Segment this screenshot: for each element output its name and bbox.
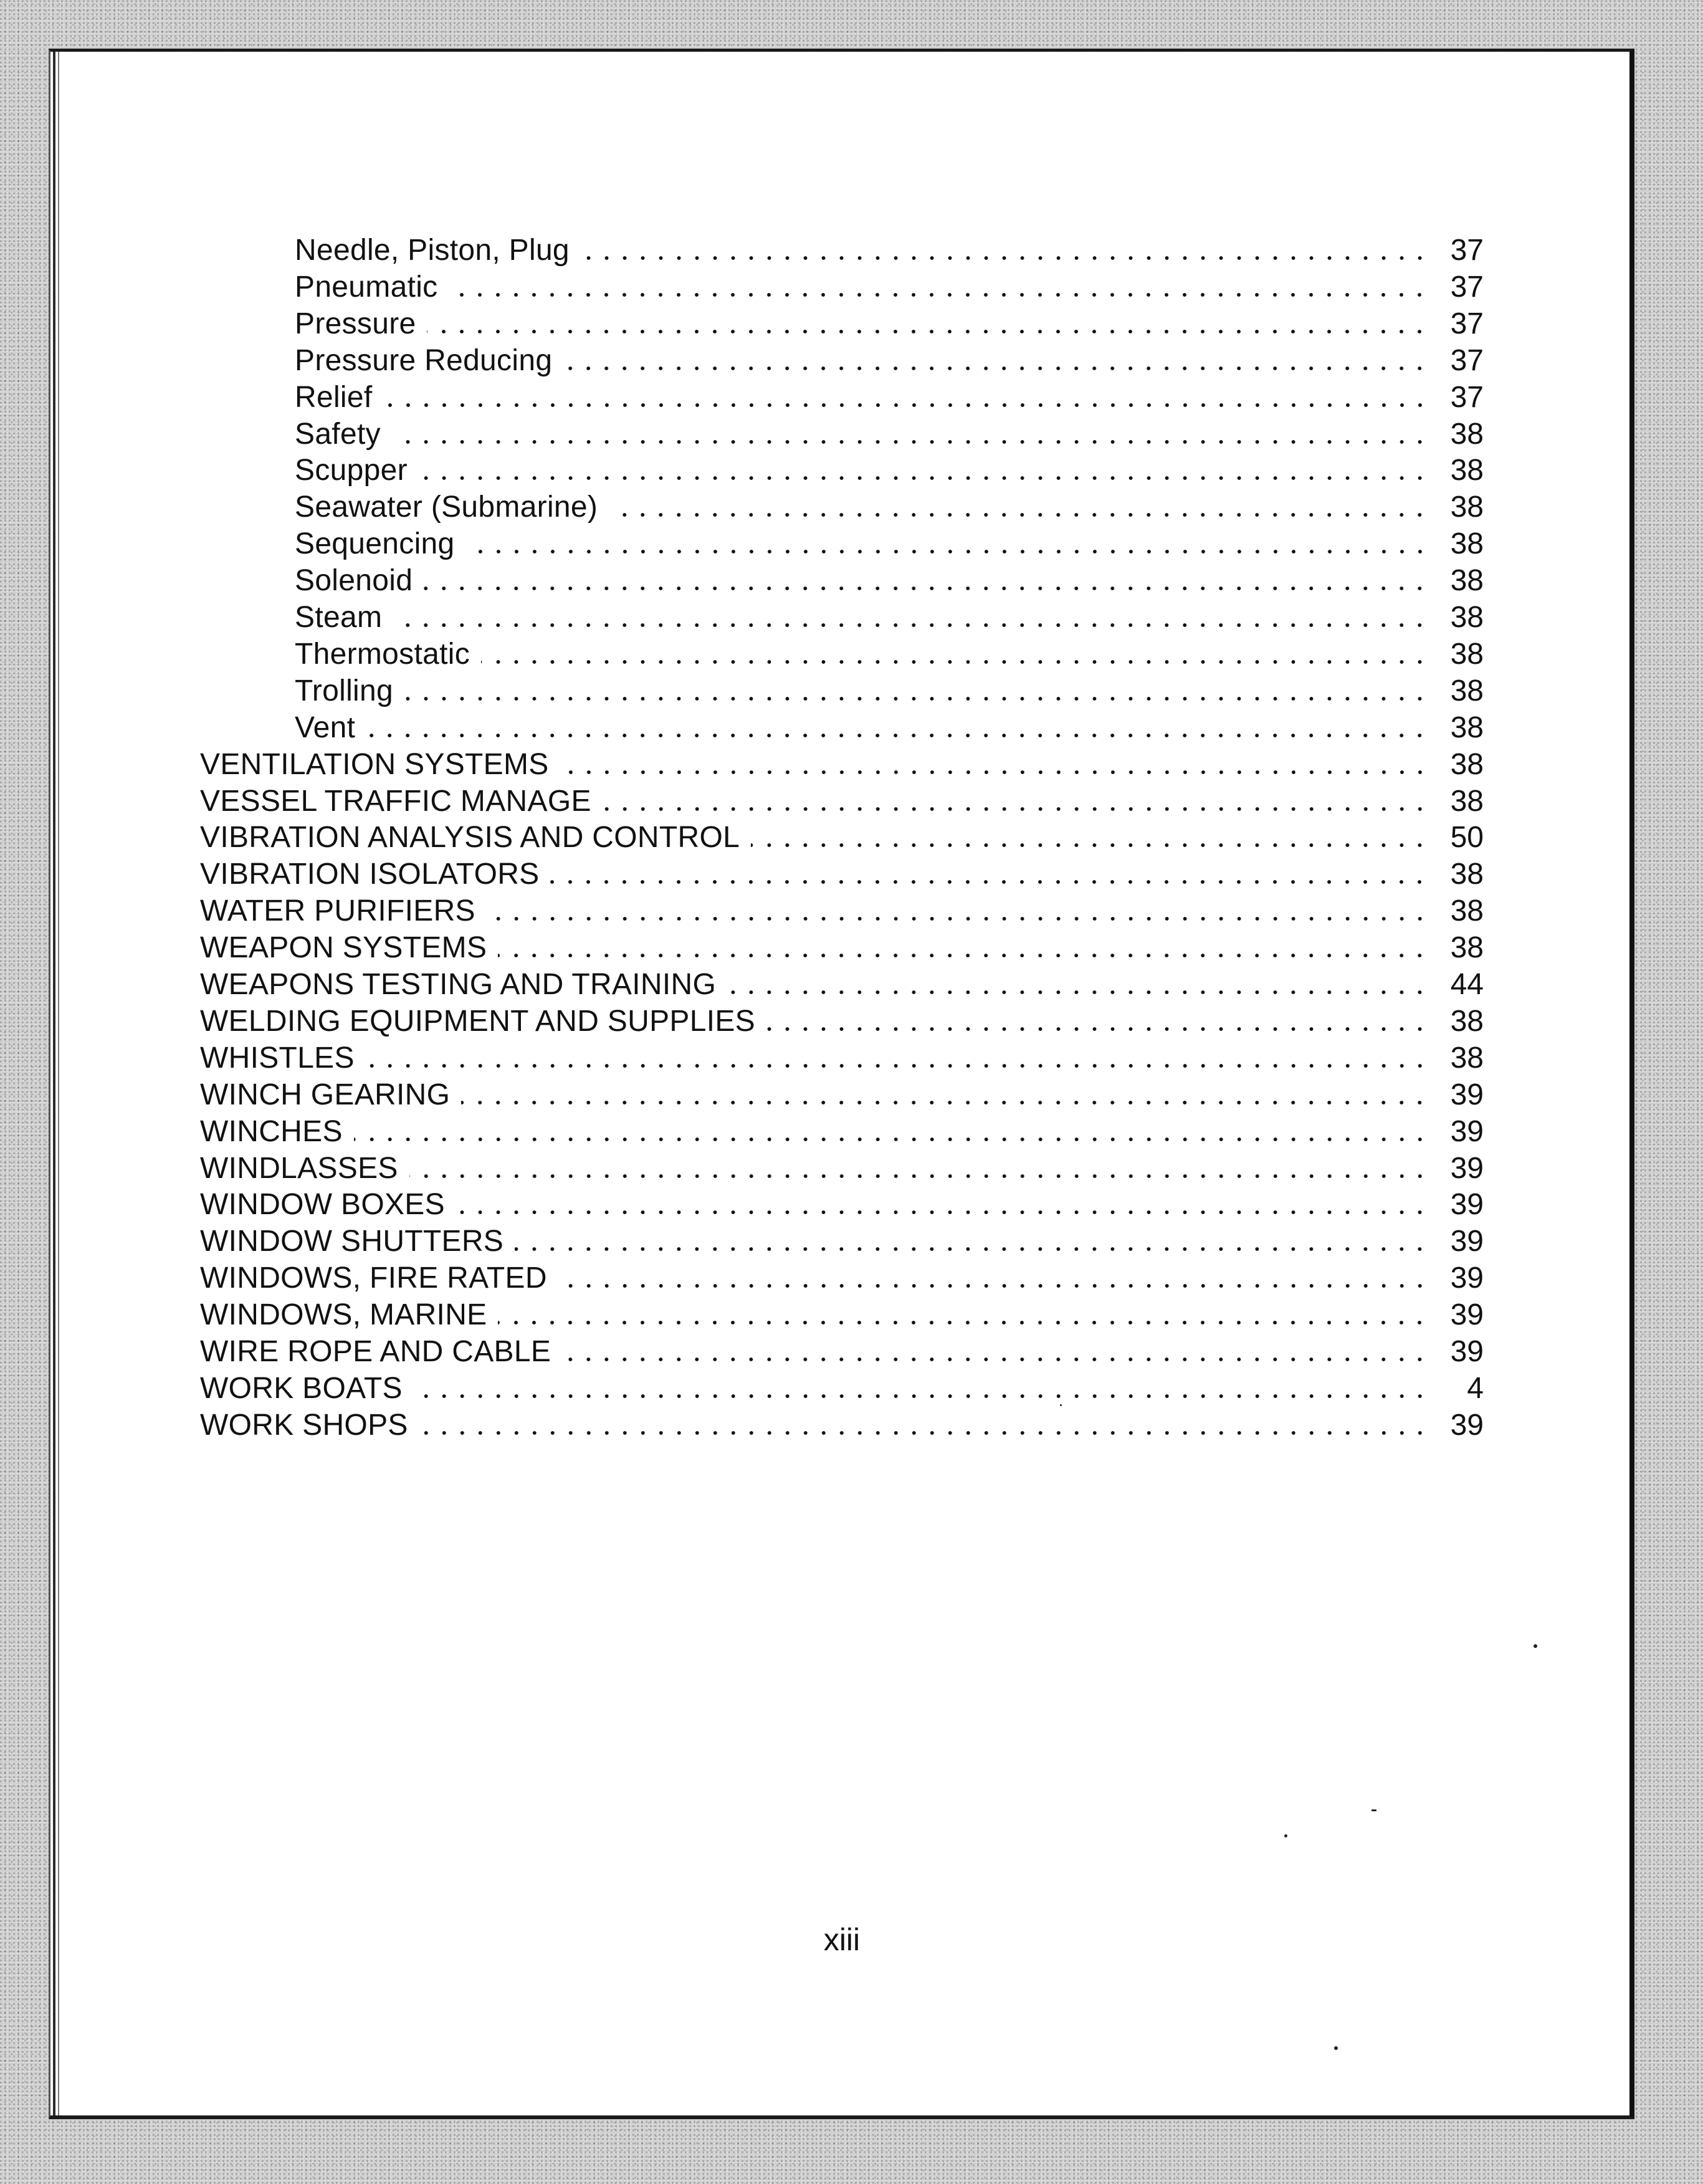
- toc-entry-label: Safety: [295, 417, 381, 451]
- toc-entry-page: 39: [1450, 1151, 1484, 1185]
- toc-entry-page: 38: [1450, 894, 1484, 928]
- toc-entry: [200, 416, 1484, 453]
- toc-entry-page: 37: [1450, 380, 1484, 414]
- toc-entry: [200, 783, 1484, 820]
- toc-entry-page: 39: [1450, 1188, 1484, 1222]
- dot-leader: [563, 365, 1429, 371]
- toc-entry: [200, 747, 1484, 783]
- toc-entry-page: 39: [1450, 1335, 1484, 1368]
- dot-leader: [487, 916, 1429, 922]
- toc-entry: [200, 1224, 1484, 1260]
- toc-entry-label: WEAPONS TESTING AND TRAINING: [200, 968, 717, 1001]
- dot-leader: [419, 475, 1429, 481]
- toc-entry: [200, 1297, 1484, 1333]
- toc-entry: [200, 600, 1484, 636]
- toc-entry-page: 38: [1450, 1041, 1484, 1075]
- toc-entry-page: 39: [1450, 1114, 1484, 1148]
- toc-entry-label: WORK SHOPS: [200, 1408, 408, 1442]
- dot-leader: [449, 292, 1429, 298]
- toc-entry: [200, 930, 1484, 966]
- toc-entry-page: 50: [1450, 821, 1484, 855]
- toc-entry-label: WINDOWS, MARINE: [200, 1298, 487, 1332]
- toc-entry-page: 38: [1450, 674, 1484, 707]
- dot-leader: [384, 402, 1429, 408]
- page-number: xiii: [823, 1922, 861, 1957]
- toc-entry: [200, 343, 1484, 379]
- toc-entry-label: Vent: [295, 711, 356, 744]
- toc-entry-label: WINDOW BOXES: [200, 1188, 445, 1222]
- toc-entry: [200, 306, 1484, 342]
- toc-entry: [200, 967, 1484, 1003]
- toc-entry: [200, 489, 1484, 525]
- dot-leader: [751, 842, 1429, 848]
- dot-leader: [366, 732, 1429, 739]
- dot-leader: [609, 512, 1429, 518]
- document-page: [49, 49, 1634, 2119]
- dot-leader: [498, 1320, 1429, 1326]
- toc-entry: [200, 710, 1484, 746]
- toc-entry-label: VIBRATION ISOLATORS: [200, 858, 540, 891]
- dot-leader: [419, 1430, 1429, 1436]
- toc-entry-label: Thermostatic: [295, 637, 470, 671]
- dot-leader: [515, 1246, 1429, 1252]
- toc-entry-label: Solenoid: [295, 564, 413, 598]
- dot-leader: [366, 1063, 1429, 1069]
- dot-leader: [727, 989, 1429, 995]
- toc-entry-page: 38: [1450, 564, 1484, 598]
- toc-entry-page: 39: [1450, 1262, 1484, 1295]
- toc-entry-page: 37: [1450, 343, 1484, 377]
- toc-entry-label: WINDOWS, FIRE RATED: [200, 1262, 547, 1295]
- toc-entry-page: 39: [1450, 1408, 1484, 1442]
- toc-entry-page: 38: [1450, 491, 1484, 524]
- scan-speck: [1334, 2046, 1338, 2050]
- toc-entry: [200, 1003, 1484, 1040]
- toc-entry-label: Seawater (Submarine): [295, 491, 598, 524]
- toc-entry-page: 44: [1450, 968, 1484, 1001]
- toc-entry: [200, 1040, 1484, 1076]
- toc-entry-page: 37: [1450, 307, 1484, 340]
- toc-entry: [200, 856, 1484, 893]
- toc-entry-page: 38: [1450, 747, 1484, 781]
- scan-speck: [1060, 1404, 1062, 1406]
- dot-leader: [392, 439, 1429, 445]
- dot-leader: [354, 1136, 1429, 1142]
- toc-entry: [200, 1407, 1484, 1444]
- toc-entry-label: Trolling: [295, 674, 394, 707]
- toc-entry: [200, 232, 1484, 269]
- scan-speck: [1534, 1644, 1537, 1648]
- scan-speck: [1284, 1834, 1287, 1837]
- toc-entry-page: 37: [1450, 270, 1484, 304]
- toc-entry-label: VESSEL TRAFFIC MANAGE: [200, 784, 591, 818]
- dot-leader: [560, 769, 1429, 775]
- toc-entry-label: WORK BOATS: [200, 1371, 403, 1405]
- toc-entry-page: 39: [1450, 1298, 1484, 1332]
- toc-entry-page: 38: [1450, 601, 1484, 634]
- toc-entry-page: 38: [1450, 1004, 1484, 1038]
- toc-entry-label: VENTILATION SYSTEMS: [200, 747, 549, 781]
- toc-entry-label: Needle, Piston, Plug: [295, 234, 570, 267]
- toc-entry-page: 38: [1450, 637, 1484, 671]
- toc-entry-label: WINDLASSES: [200, 1151, 398, 1185]
- toc-entry-label: Relief: [295, 380, 373, 414]
- toc-entry-page: 38: [1450, 784, 1484, 818]
- dot-leader: [481, 659, 1429, 665]
- toc-entry: [200, 636, 1484, 673]
- toc-entry-label: Pneumatic: [295, 270, 438, 304]
- toc-entry-label: WINDOW SHUTTERS: [200, 1225, 504, 1258]
- dot-leader: [466, 548, 1429, 555]
- toc-entry-label: WIRE ROPE AND CABLE: [200, 1335, 551, 1368]
- toc-entry-page: 39: [1450, 1225, 1484, 1258]
- toc-entry: [200, 526, 1484, 562]
- toc-entry: [200, 1114, 1484, 1150]
- dot-leader: [393, 622, 1429, 628]
- toc-entry: [200, 269, 1484, 305]
- toc-entry-label: WHISTLES: [200, 1041, 355, 1075]
- toc-entry-page: 38: [1450, 931, 1484, 965]
- toc-entry: [200, 1187, 1484, 1223]
- toc-entry-label: Sequencing: [295, 527, 455, 561]
- toc-entry: [200, 1260, 1484, 1296]
- toc-entry-label: WATER PURIFIERS: [200, 894, 475, 928]
- dot-leader: [427, 328, 1429, 335]
- toc-entry-label: WELDING EQUIPMENT AND SUPPLIES: [200, 1004, 755, 1038]
- toc-entry-page: 38: [1450, 711, 1484, 744]
- toc-entry-label: WINCHES: [200, 1114, 343, 1148]
- dot-leader: [498, 952, 1429, 959]
- scan-speck: [1371, 1809, 1376, 1811]
- toc-entry: [200, 380, 1484, 416]
- toc-entry-page: 4: [1467, 1371, 1484, 1405]
- toc-entry-label: Scupper: [295, 454, 408, 487]
- toc-entry: [200, 893, 1484, 929]
- toc-entry: [200, 673, 1484, 709]
- dot-leader: [461, 1099, 1429, 1106]
- toc-entry: [200, 453, 1484, 489]
- dot-leader: [562, 1356, 1429, 1363]
- toc-entry-page: 38: [1450, 527, 1484, 561]
- binding-edge: [53, 52, 55, 2115]
- toc-entry: [200, 563, 1484, 599]
- toc-entry-label: Pressure: [295, 307, 416, 340]
- dot-leader: [409, 1173, 1429, 1179]
- toc-entry-label: WEAPON SYSTEMS: [200, 931, 487, 965]
- toc-entry-page: 39: [1450, 1078, 1484, 1111]
- toc-entry-page: 38: [1450, 417, 1484, 451]
- dot-leader: [581, 255, 1429, 261]
- dot-leader: [424, 585, 1429, 592]
- toc-entry-page: 37: [1450, 234, 1484, 267]
- toc-entry: [200, 820, 1484, 856]
- dot-leader: [550, 879, 1429, 885]
- toc-entry: [200, 1371, 1484, 1407]
- dot-leader: [558, 1283, 1429, 1289]
- toc-entry-label: WINCH GEARING: [200, 1078, 451, 1111]
- dot-leader: [414, 1393, 1429, 1399]
- toc-entry-label: VIBRATION ANALYSIS AND CONTROL: [200, 821, 740, 855]
- toc-entry-page: 38: [1450, 858, 1484, 891]
- dot-leader: [404, 696, 1429, 702]
- toc-entry-label: Steam: [295, 601, 383, 634]
- toc-entry: [200, 1151, 1484, 1187]
- toc-entry-label: Pressure Reducing: [295, 343, 553, 377]
- dot-leader: [456, 1209, 1429, 1215]
- toc-entry: [200, 1334, 1484, 1370]
- toc-entry: [200, 1077, 1484, 1113]
- dot-leader: [603, 806, 1429, 812]
- toc-entry-page: 38: [1450, 454, 1484, 487]
- binding-edge-inner: [58, 52, 59, 2115]
- dot-leader: [766, 1026, 1429, 1032]
